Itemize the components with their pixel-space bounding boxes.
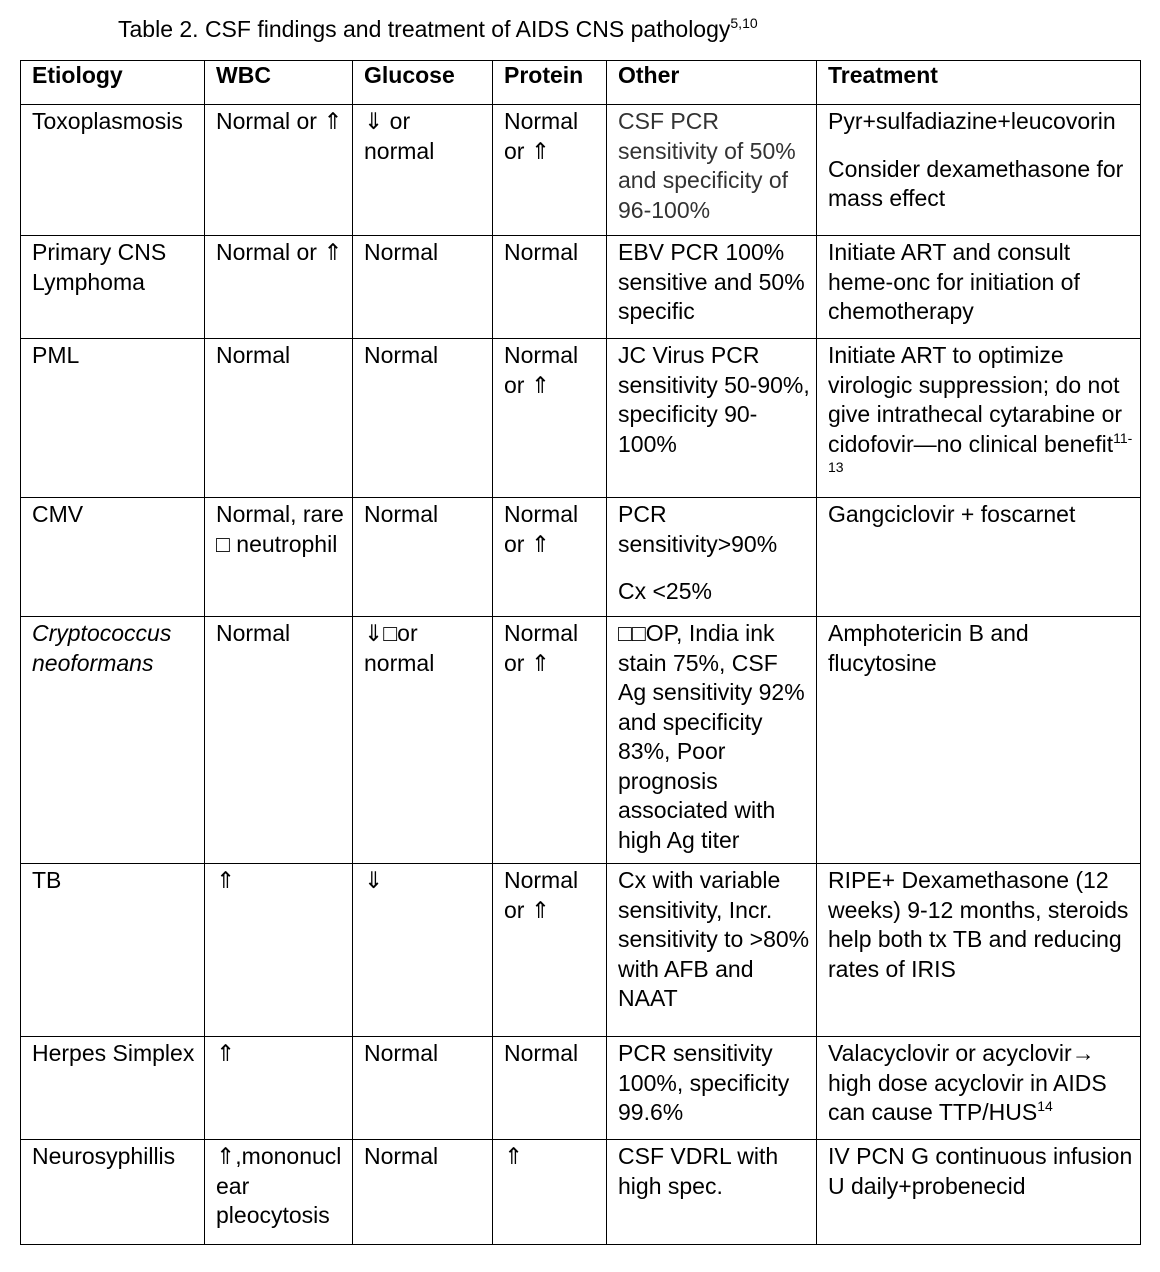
cell-protein: Normal or ⇑: [493, 498, 607, 617]
cell-treatment: RIPE+ Dexamethasone (12 weeks) 9-12 months, steroids help both tx TB and reducing rates of IRIS: [817, 864, 1141, 1037]
cell-etiology: Primary CNS Lymphoma: [21, 236, 205, 339]
table-row: [21, 617, 1141, 864]
cell-etiology: Herpes Simplex: [21, 1037, 205, 1140]
treatment-line: Consider dexamethasone for mass effect: [828, 155, 1124, 211]
header-wbc: WBC: [205, 61, 353, 105]
table-row: [21, 1037, 1141, 1140]
table-body: [21, 105, 1141, 1245]
cell-etiology: CMV: [21, 498, 205, 617]
cell-other: CSF VDRL with high spec.: [607, 1140, 817, 1245]
cell-protein: Normal or ⇑: [493, 864, 607, 1037]
cell-wbc: ⇑,mononucl ear pleocytosis: [205, 1140, 353, 1245]
treatment-line: Pyr+sulfadiazine+leucovorin: [828, 108, 1116, 134]
table-row: [21, 498, 1141, 617]
cell-glucose: Normal: [353, 498, 493, 617]
cell-treatment: [817, 1037, 1141, 1140]
cell-wbc: ⇑: [205, 864, 353, 1037]
cell-glucose: Normal: [353, 1140, 493, 1245]
cell-treatment: [817, 339, 1141, 498]
caption-text: Table 2. CSF findings and treatment of AIDS CNS pathology: [118, 16, 731, 42]
cell-etiology: Cryptococcus neoformans: [21, 617, 205, 864]
cell-treatment: [817, 105, 1141, 236]
header-treatment: Treatment: [817, 61, 1141, 105]
cell-etiology: TB: [21, 864, 205, 1037]
header-glucose: Glucose: [353, 61, 493, 105]
cell-glucose: Normal: [353, 236, 493, 339]
cell-other: EBV PCR 100% sensitive and 50% specific: [607, 236, 817, 339]
cell-other: CSF PCR sensitivity of 50% and specificity of 96-100%: [607, 105, 817, 236]
cell-wbc: Normal: [205, 617, 353, 864]
cell-other: Cx with variable sensitivity, Incr. sensitivity to >80% with AFB and NAAT: [607, 864, 817, 1037]
cell-wbc: Normal or ⇑: [205, 105, 353, 236]
cell-treatment: Initiate ART and consult heme-onc for initiation of chemotherapy: [817, 236, 1141, 339]
treatment-text: Valacyclovir or acyclovir→ high dose acyclovir in AIDS can cause TTP/HUS: [828, 1040, 1107, 1125]
table-row: [21, 105, 1141, 236]
cell-etiology: Neurosyphillis: [21, 1140, 205, 1245]
table-caption: [118, 14, 758, 44]
table-row: [21, 864, 1141, 1037]
cell-etiology: PML: [21, 339, 205, 498]
cell-protein: Normal: [493, 1037, 607, 1140]
cell-treatment: Gangciclovir + foscarnet: [817, 498, 1141, 617]
cell-protein: Normal or ⇑: [493, 617, 607, 864]
cell-protein: Normal or ⇑: [493, 105, 607, 236]
other-line: Cx <25%: [618, 578, 712, 604]
cell-wbc: Normal, rare □ neutrophil: [205, 498, 353, 617]
cell-other: PCR sensitivity 100%, specificity 99.6%: [607, 1037, 817, 1140]
cell-etiology: Toxoplasmosis: [21, 105, 205, 236]
table-row: [21, 1140, 1141, 1245]
cell-glucose: ⇓□or normal: [353, 617, 493, 864]
cell-glucose: Normal: [353, 339, 493, 498]
table-header: [21, 61, 1141, 105]
cell-wbc: Normal: [205, 339, 353, 498]
table-row: [21, 339, 1141, 498]
treatment-text: Initiate ART to optimize virologic suppression; do not give intrathecal cytarabine or cidofovir—no clinical benefit: [828, 342, 1123, 457]
csf-findings-table: [20, 60, 1141, 1245]
cell-glucose: ⇓ or normal: [353, 105, 493, 236]
cell-other: JC Virus PCR sensitivity 50-90%, specificity 90-100%: [607, 339, 817, 498]
cell-other: □□OP, India ink stain 75%, CSF Ag sensitivity 92% and specificity 83%, Poor prognosis associated with high Ag titer: [607, 617, 817, 864]
other-line: PCR sensitivity>90%: [618, 501, 778, 557]
header-etiology: Etiology: [21, 61, 205, 105]
cell-treatment: Amphotericin B and flucytosine: [817, 617, 1141, 864]
cell-protein: Normal: [493, 236, 607, 339]
cell-wbc: Normal or ⇑: [205, 236, 353, 339]
table-row: [21, 236, 1141, 339]
cell-glucose: Normal: [353, 1037, 493, 1140]
header-row: [21, 61, 1141, 105]
header-other: Other: [607, 61, 817, 105]
cell-glucose: ⇓: [353, 864, 493, 1037]
cell-treatment: IV PCN G continuous infusion U daily+probenecid: [817, 1140, 1141, 1245]
cell-protein: Normal or ⇑: [493, 339, 607, 498]
treatment-refs: 11-13: [828, 429, 1133, 475]
cell-other: [607, 498, 817, 617]
treatment-refs: 14: [1037, 1098, 1053, 1114]
cell-protein: ⇑: [493, 1140, 607, 1245]
caption-refs: 5,10: [730, 15, 758, 31]
header-protein: Protein: [493, 61, 607, 105]
cell-wbc: ⇑: [205, 1037, 353, 1140]
